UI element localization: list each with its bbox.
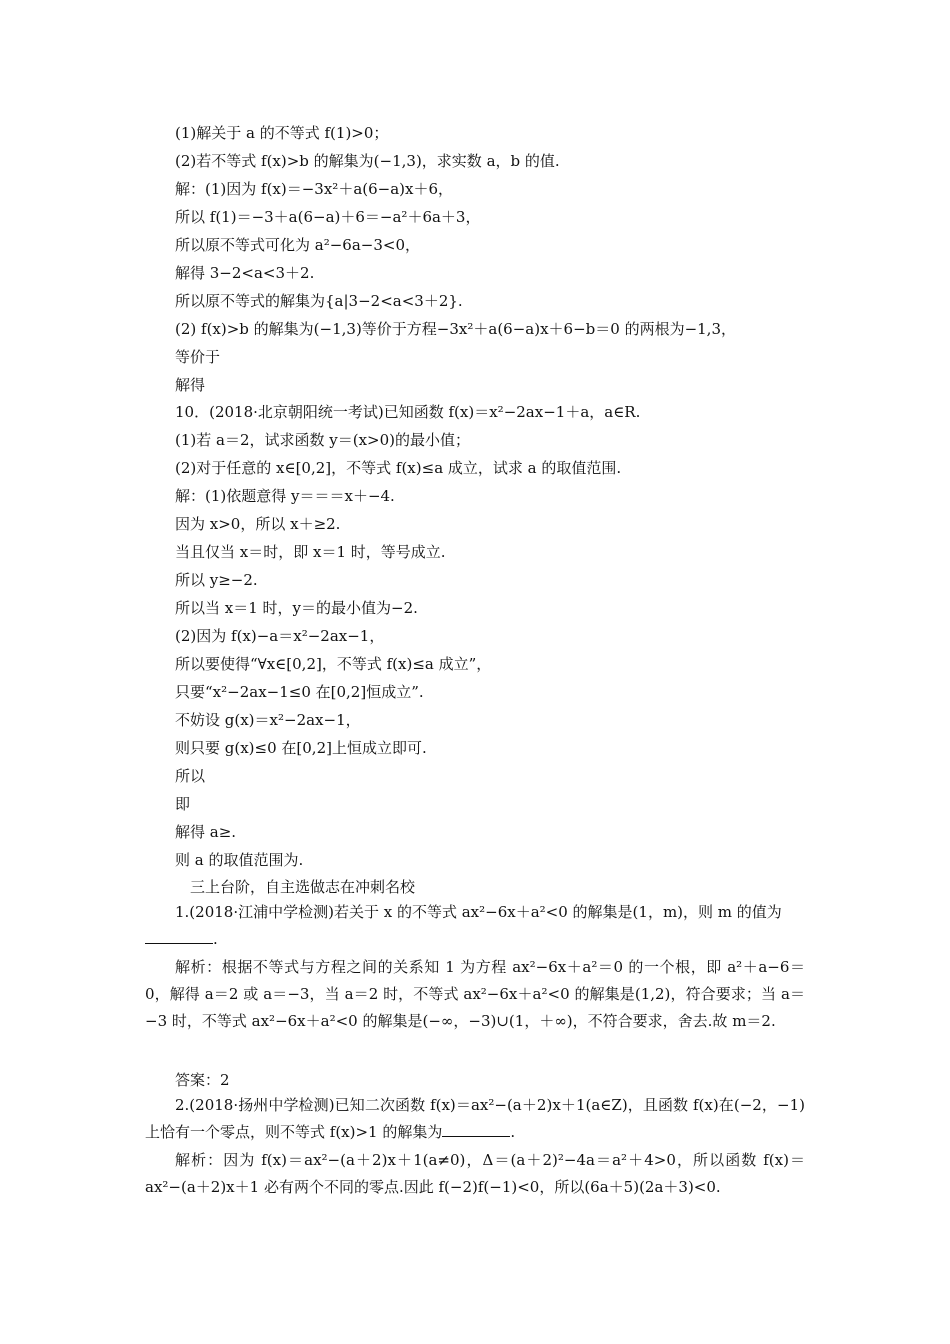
answer-blank <box>145 929 213 944</box>
text-line: (2)因为 f(x)−a＝x²−2ax−1， <box>175 627 385 645</box>
q2-stem-text: 2.(2018·扬州中学检测)已知二次函数 f(x)＝ax²−(a＋2)x＋1(a∈Z)，且函数 f(x)在(−2，−1)上恰有一个零点，则不等式 f(x)>1 的解集为 <box>145 1096 805 1141</box>
text-line: 解得 a≥. <box>175 823 237 841</box>
text-line: 所以要使得“∀x∈[0,2]，不等式 f(x)≤a 成立”， <box>175 655 492 673</box>
text-line: 解得 <box>175 376 206 394</box>
text-line: 则只要 g(x)≤0 在[0,2]上恒成立即可. <box>175 739 427 757</box>
text-line: 解：(1)依题意得 y＝＝＝x＋−4. <box>175 487 395 505</box>
text-line: 所以 f(1)＝−3＋a(6−a)＋6＝−a²＋6a＋3， <box>175 208 481 226</box>
text-line: 即 <box>175 795 191 813</box>
text-line: 则 a 的取值范围为. <box>175 851 304 869</box>
text-line: 当且仅当 x＝时，即 x＝1 时，等号成立. <box>175 543 446 561</box>
q1-stem-text: 1.(2018·江浦中学检测)若关于 x 的不等式 ax²−6x＋a²<0 的解集是(1，m)，则 m 的值为 <box>175 903 782 921</box>
question-1-stem <box>145 899 805 953</box>
question-2-stem <box>145 1092 805 1146</box>
text-line: 解得 3−2<a<3＋2. <box>175 264 315 282</box>
text-line: (1)解关于 a 的不等式 f(1)>0； <box>175 124 389 142</box>
text-line: 所以 <box>175 767 206 785</box>
text-line: 因为 x>0，所以 x＋≥2. <box>175 515 341 533</box>
text-line: 所以原不等式的解集为{a|3−2<a<3＋2}. <box>175 292 463 310</box>
question-1-answer: 答案：2 <box>175 1071 230 1089</box>
text-line: 所以当 x＝1 时，y＝的最小值为−2. <box>175 599 418 617</box>
q2-stem-end: . <box>510 1123 516 1141</box>
q1-stem-end: . <box>213 930 218 948</box>
answer-blank <box>442 1122 510 1137</box>
question-1-analysis: 解析：根据不等式与方程之间的关系知 1 为方程 ax²−6x＋a²＝0 的一个根，即 a²＋a−6＝0，解得 a＝2 或 a＝−3，当 a＝2 时，不等式 ax²−6x＋a²<0 的解集是(1,2)，符合要求；当 a＝−3 时，不等式 ax²−6x＋a²<0 的解集是(−∞，−3)∪(1，＋∞)，不符合要求，舍去.故 m＝2. <box>145 958 805 1030</box>
problem-heading: 10．(2018·北京朝阳统一考试)已知函数 f(x)＝x²−2ax−1＋a，a∈R. <box>175 403 641 421</box>
question-2-analysis: 解析：因为 f(x)＝ax²−(a＋2)x＋1(a≠0)，Δ＝(a＋2)²−4a＝a²＋4>0，所以函数 f(x)＝ax²−(a＋2)x＋1 必有两个不同的零点.因此 f(−2)f(−1)<0，所以(6a＋5)(2a＋3)<0. <box>145 1151 805 1196</box>
text-line: 所以 y≥−2. <box>175 571 258 589</box>
text-line: (2) f(x)>b 的解集为(−1,3)等价于方程−3x²＋a(6−a)x＋6−b＝0 的两根为−1,3， <box>175 320 736 338</box>
text-line: (1)若 a＝2，试求函数 y＝(x>0)的最小值； <box>175 431 471 449</box>
text-line: (2)对于任意的 x∈[0,2]，不等式 f(x)≤a 成立，试求 a 的取值范围. <box>175 459 622 477</box>
section-heading: 三上台阶，自主选做志在冲刺名校 <box>190 878 416 896</box>
text-line: 等价于 <box>175 348 221 366</box>
text-line: 解：(1)因为 f(x)＝−3x²＋a(6−a)x＋6， <box>175 180 454 198</box>
text-line: 不妨设 g(x)＝x²−2ax−1， <box>175 711 361 729</box>
text-line: 只要“x²−2ax−1≤0 在[0,2]恒成立”. <box>175 683 424 701</box>
text-line: (2)若不等式 f(x)>b 的解集为(−1,3)，求实数 a，b 的值. <box>175 152 560 170</box>
text-line: 所以原不等式可化为 a²−6a−3<0， <box>175 236 421 254</box>
